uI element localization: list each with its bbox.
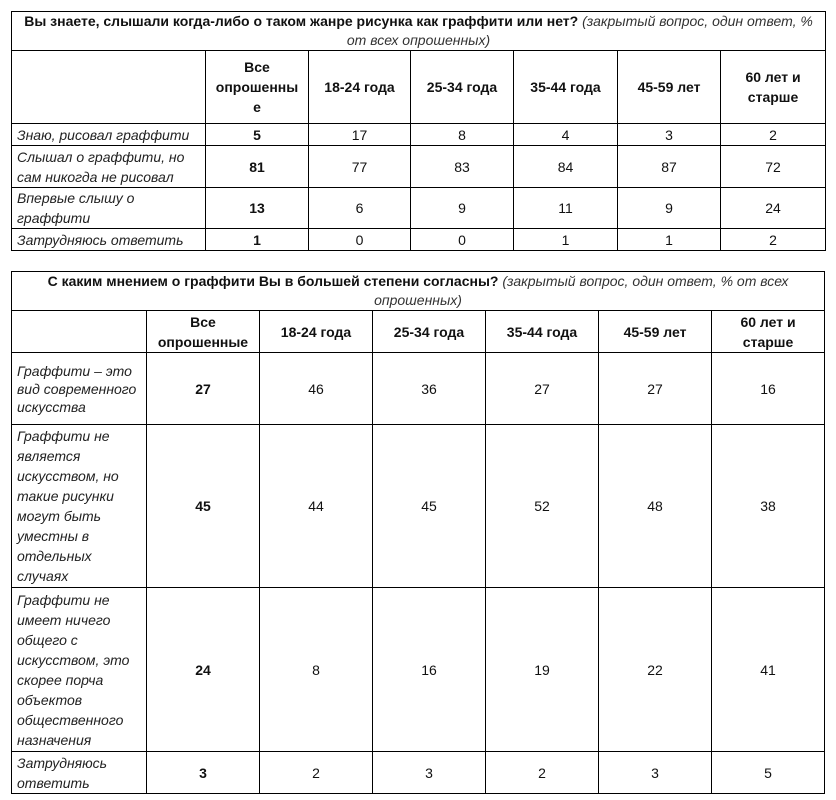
value-cell: 87: [618, 146, 721, 188]
value-cell: 17: [309, 124, 411, 146]
value-cell: 46: [260, 353, 373, 425]
value-cell: 1: [618, 229, 721, 251]
value-cell: 52: [486, 425, 599, 588]
value-cell: 3: [599, 752, 712, 794]
value-cell: 3: [618, 124, 721, 146]
value-cell: 5: [206, 124, 309, 146]
question-text: С каким мнением о граффити Вы в большей степени согласны?: [47, 273, 499, 289]
row-label: Граффити – это вид современного искусства: [12, 353, 147, 425]
value-cell: 83: [411, 146, 514, 188]
table-title: [12, 272, 825, 311]
row-label: Затрудняюсь ответить: [12, 752, 147, 794]
value-cell: 81: [206, 146, 309, 188]
awareness-table: [11, 11, 826, 251]
table-row: [12, 146, 826, 188]
header-cell: [12, 51, 206, 124]
value-cell: 36: [373, 353, 486, 425]
value-cell: 16: [373, 588, 486, 752]
value-cell: 11: [514, 188, 618, 229]
question-note: (закрытый вопрос, один ответ, % от всех опрошенных): [374, 273, 789, 308]
value-cell: 1: [206, 229, 309, 251]
header-cell: 60 лет и старше: [712, 311, 825, 353]
header-row: [12, 51, 826, 124]
value-cell: 24: [147, 588, 260, 752]
row-label: Граффити не является искусством, но такие рисунки могут быть уместны в отдельных случаях: [12, 425, 147, 588]
question-note: (закрытый вопрос, один ответ, % от всех опрошенных): [346, 13, 813, 48]
row-label: Слышал о граффити, но сам никогда не рисовал: [12, 146, 206, 188]
row-label: Затрудняюсь ответить: [12, 229, 206, 251]
value-cell: 24: [721, 188, 826, 229]
value-cell: 44: [260, 425, 373, 588]
value-cell: 9: [618, 188, 721, 229]
header-cell: 25-34 года: [373, 311, 486, 353]
value-cell: 2: [260, 752, 373, 794]
table-row: [12, 588, 825, 752]
table-row: [12, 229, 826, 251]
value-cell: 8: [411, 124, 514, 146]
header-cell: 35-44 года: [514, 51, 618, 124]
value-cell: 2: [721, 124, 826, 146]
table-row: [12, 353, 825, 425]
header-cell: 60 лет и старше: [721, 51, 826, 124]
row-label: Знаю, рисовал граффити: [12, 124, 206, 146]
value-cell: 84: [514, 146, 618, 188]
value-cell: 77: [309, 146, 411, 188]
table-title: [12, 12, 826, 51]
value-cell: 2: [486, 752, 599, 794]
header-cell: 35-44 года: [486, 311, 599, 353]
value-cell: 22: [599, 588, 712, 752]
row-label: Граффити не имеет ничего общего с искусством, это скорее порча объектов общественного назначения: [12, 588, 147, 752]
header-cell: 45-59 лет: [599, 311, 712, 353]
question-text: Вы знаете, слышали когда-либо о таком жанре рисунка как граффити или нет?: [24, 13, 579, 29]
value-cell: 72: [721, 146, 826, 188]
value-cell: 6: [309, 188, 411, 229]
value-cell: 27: [147, 353, 260, 425]
value-cell: 4: [514, 124, 618, 146]
value-cell: 45: [147, 425, 260, 588]
value-cell: 3: [373, 752, 486, 794]
opinion-table: [11, 271, 825, 794]
value-cell: 1: [514, 229, 618, 251]
header-cell-all: Все опрошенные: [147, 311, 260, 353]
value-cell: 45: [373, 425, 486, 588]
table-row: [12, 752, 825, 794]
value-cell: 2: [721, 229, 826, 251]
value-cell: 9: [411, 188, 514, 229]
value-cell: 19: [486, 588, 599, 752]
row-label: Впервые слышу о граффити: [12, 188, 206, 229]
header-cell: [12, 311, 147, 353]
header-row: [12, 311, 825, 353]
value-cell: 0: [411, 229, 514, 251]
value-cell: 3: [147, 752, 260, 794]
header-cell: 18-24 года: [309, 51, 411, 124]
value-cell: 27: [486, 353, 599, 425]
header-cell: 25-34 года: [411, 51, 514, 124]
value-cell: 0: [309, 229, 411, 251]
table-row: [12, 425, 825, 588]
value-cell: 48: [599, 425, 712, 588]
value-cell: 41: [712, 588, 825, 752]
value-cell: 8: [260, 588, 373, 752]
header-cell: 45-59 лет: [618, 51, 721, 124]
value-cell: 27: [599, 353, 712, 425]
table-row: [12, 124, 826, 146]
header-cell: 18-24 года: [260, 311, 373, 353]
value-cell: 16: [712, 353, 825, 425]
value-cell: 5: [712, 752, 825, 794]
value-cell: 13: [206, 188, 309, 229]
value-cell: 38: [712, 425, 825, 588]
header-cell-all: Все опрошенны е: [206, 51, 309, 124]
table-row: [12, 188, 826, 229]
